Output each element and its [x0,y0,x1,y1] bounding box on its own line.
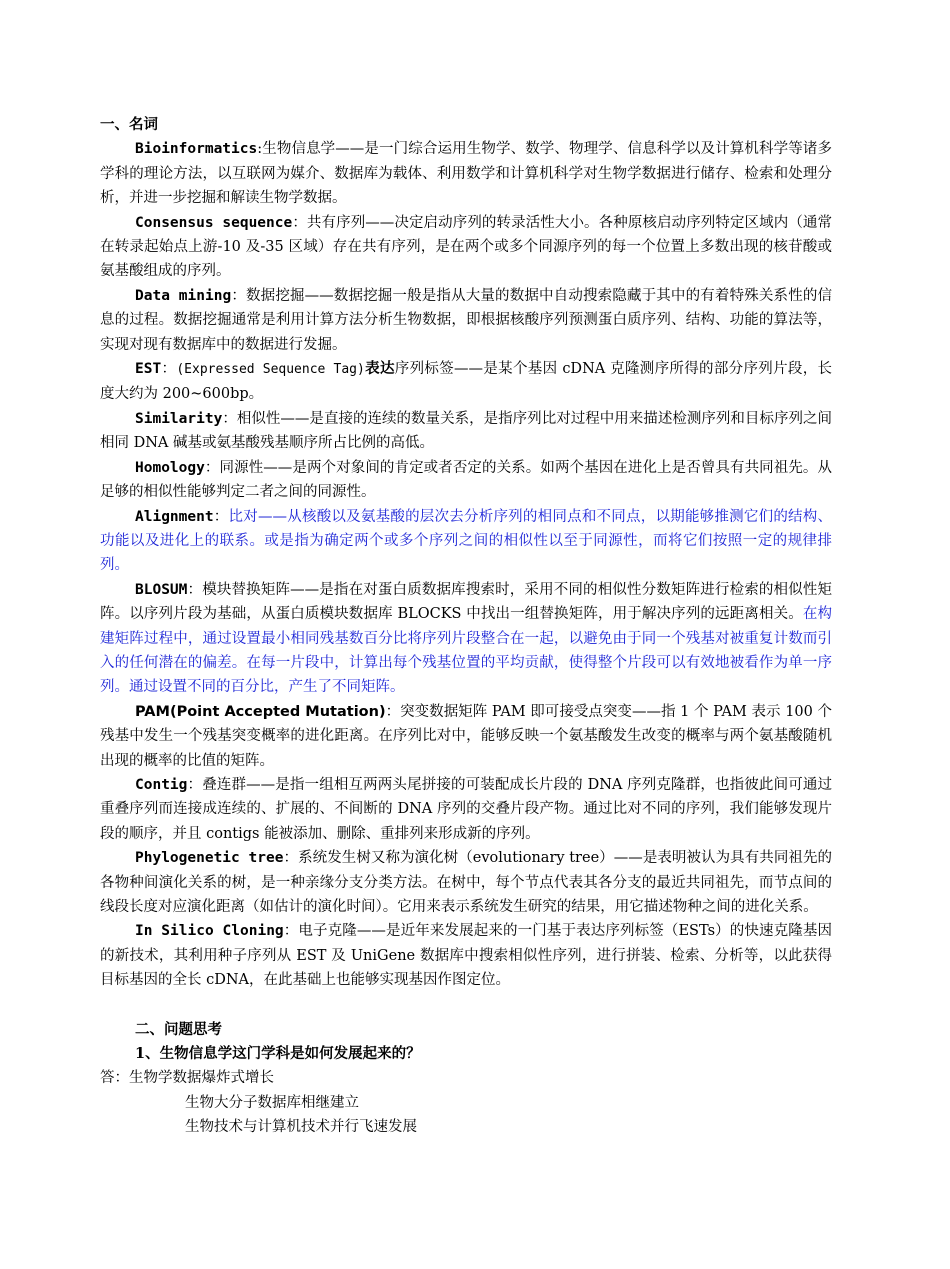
answer-line-1: 答：生物学数据爆炸式增长 [100,1070,274,1087]
section-heading-questions: 二、问题思考 [135,1020,222,1038]
term-consensus-sequence: Consensus sequence：共有序列——决定启动序列的转录活性大小。各种原核启动序列特定区域内（通常在转录起始点上游-10 及-35 区域）存在共有序列，是在两个或多个同源序列的每一个位置上多数出现的核苷酸或氨基酸组成的序列。 [100,214,833,280]
section-heading-terms: 一、名词 [100,116,158,133]
term-data-mining: Data mining：数据挖掘——数据挖掘一般是指从大量的数据中自动搜索隐藏于其中的有着特殊关系性的信息的过程。数据挖掘通常是利用计算方法分析生物数据，即根据核酸序列预测蛋白质序列、结构、功能的算法等，实现对现有数据库中的数据进行发掘。 [100,287,833,353]
term-contig: Contig：叠连群——是指一组相互两两头尾拼接的可装配成长片段的 DNA 序列克隆群，也指彼此间可通过重叠序列而连接成连续的、扩展的、不间断的 DNA 序列的交叠片段产物。通过比对不同的序列，我们能够发现片段的顺序，并且 contigs 能被添加、删除、重排列来形成新的序列。 [100,776,833,842]
question-1: 1、生物信息学这门学科是如何发展起来的？ [135,1045,421,1063]
term-blosum: BLOSUM：模块替换矩阵——是指在对蛋白质数据库搜索时，采用不同的相似性分数矩阵进行检索的相似性矩阵。以序列片段为基础，从蛋白质模块数据库 BLOCKS 中找出一组替换矩阵，用于解决序列的远距离相关。在构建矩阵过程中，通过设置最小相同残基数百分比将序列片段整合在一起，以避免由于同一个残基对被重复计数而引入的任何潜在的偏差。在每一片段中，计算出每个残基位置的平均贡献，使得整个片段可以有效地被看作为单一序列。通过设置不同的百分比，产生了不同矩阵。 [100,581,833,696]
document-content [100,113,832,1140]
term-pam: PAM(Point Accepted Mutation)：突变数据矩阵 PAM 即可接受点突变——指 1 个 PAM 表示 100 个残基中发生一个残基突变概率的进化距离。在序列比对中，能够反映一个氨基酸发生改变的概率与两个氨基酸随机出现的概率的比值的矩阵。 [100,703,832,769]
answer-line-2: 生物大分子数据库相继建立 [185,1094,359,1111]
term-homology: Homology：同源性——是两个对象间的肯定或者否定的关系。如两个基因在进化上是否曾具有共同祖先。从足够的相似性能够判定二者之间的同源性。 [100,459,833,501]
term-phylogenetic-tree: Phylogenetic tree：系统发生树又称为演化树（evolutionary tree）——是表明被认为具有共同祖先的各物种间演化关系的树，是一种亲缘分支分类方法。在树中，每个节点代表其各分支的最近共同祖先，而节点间的线段长度对应演化距离（如估计的演化时间）。它用来表示系统发生研究的结果，用它描述物种之间的进化关系。 [100,850,833,915]
term-similarity: Similarity：相似性——是直接的连续的数量关系，是指序列比对过程中用来描述检测序列和目标序列之间相同 DNA 碱基或氨基酸残基顺序所占比例的高低。 [100,410,833,452]
section-gap [100,993,832,1018]
term-est: EST：(Expressed Sequence Tag)表达序列标签——是某个基因 cDNA 克隆测序所得的部分序列片段，长度大约为 200~600bp。 [100,360,833,403]
term-alignment: Alignment：比对——从核酸以及氨基酸的层次去分析序列的相同点和不同点，以期能够推测它们的结构、功能以及进化上的联系。或是指为确定两个或多个序列之间的相似性以至于同源性，而将它们按照一定的规律排列。 [100,508,833,574]
answer-line-3: 生物技术与计算机技术并行飞速发展 [185,1119,417,1136]
term-bioinformatics: Bioinformatics:生物信息学——是一门综合运用生物学、数学、物理学、信息科学以及计算机科学等诸多学科的理论方法，以互联网为媒介、数据库为载体、利用数学和计算机科学对生物学数据进行储存、检索和处理分析，并进一步挖掘和解读生物学数据。 [100,141,832,207]
term-in-silico-cloning: In Silico Cloning：电子克隆——是近年来发展起来的一门基于表达序列标签（ESTs）的快速克隆基因的新技术，其利用种子序列从 EST 及 UniGene 数据库中搜索相似性序列，进行拼装、检索、分析等，以此获得目标基因的全长 cDNA，在此基础上也能够实现基因作图定位。 [100,923,833,989]
